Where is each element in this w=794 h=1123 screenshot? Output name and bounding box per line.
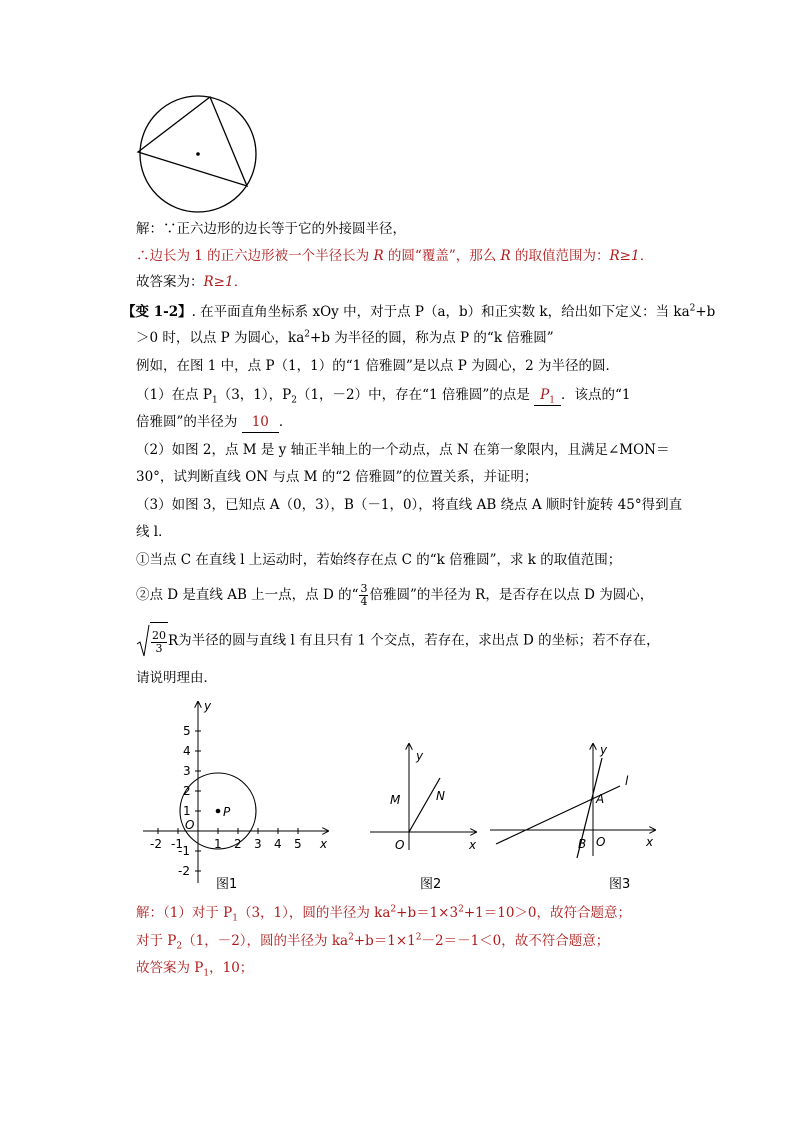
figure-1 (138, 698, 338, 898)
fig1-ytick: 1 (183, 804, 191, 818)
fig1-ytick: -1 (178, 844, 190, 858)
fig3-y-label: y (600, 743, 608, 757)
fig1-xtick: 2 (234, 837, 242, 851)
fig1-xtick: 1 (214, 837, 222, 851)
fig1-point-label: P (223, 805, 231, 819)
fig3-a-label: A (596, 792, 605, 806)
fig1-xtick: -1 (171, 837, 183, 851)
solution1-line1: 解：∵正六边形的边长等于它的外接圆半径， (136, 221, 406, 237)
figure-3 (490, 740, 662, 896)
question3-sub2-line1: ②点 D 是直线 AB 上一点，点 D 的“ $\frac{3}{4}$ 倍雅圆”的半径为 R，是否存在以点 D 为圆心， (136, 582, 654, 608)
question3-sub1: ①当点 C 在直线 l 上运动时，若始终存在点 C 的“k 倍雅圆”，求 k 的取值范围； (136, 552, 622, 568)
fig2-m-label: M (390, 793, 401, 807)
fig3-x-label: x (646, 835, 654, 849)
solution2-line1: 解：（1）对于 $P_1(3$，1），圆的半径为 $ka^2+b=1\times 3^2+1=10>0$，故符合题意； (136, 904, 631, 924)
fig2-y-label: y (416, 749, 424, 763)
fig1-caption: 图1 (216, 877, 238, 892)
fig3-origin: O (596, 835, 606, 849)
problem-example: 例如，在图 1 中，点 P（1，1）的“1 倍雅圆”是以点 P 为圆心，2 为半径的圆． (136, 358, 619, 374)
solution1-line2: ∴边长为 1 的正六边形被一个半径长为 R 的圆“覆盖”，那么 R 的取值范围为：R≥1． (136, 248, 654, 264)
question3-sub2-line3: 请说明理由． (136, 670, 217, 686)
fig3-l-label: l (625, 774, 629, 788)
question2-line1: （2）如图 2，点 M 是 y 轴正半轴上的一个动点，点 N 在第一象限内，且满足∠MON＝ (136, 442, 670, 458)
fig1-ytick: 3 (183, 764, 191, 778)
fig2-n-label: N (436, 789, 445, 803)
question1-line1: （1）在点 $P_1(3$，1），$P_2(1$，－2）中，存在“1 倍雅圆”的点是 $P_1$ ．该点的“1 (136, 387, 631, 406)
problem-label: 【变 1-2】 (122, 304, 192, 320)
sqrt-sign-icon (136, 624, 150, 658)
fig2-origin: O (395, 838, 405, 852)
question3-sub2-line2: $\frac{20}{3}$ R 为半径的圆与直线 l 有且只有 1 个交点，若存在，求出点 D 的坐标；若不存在， (136, 622, 660, 660)
fig2-caption: 图2 (420, 877, 442, 892)
sqrt-expression: $\frac{20}{3}$ R (136, 622, 178, 660)
fig1-ytick: 5 (183, 724, 191, 738)
question3-line2: 线 l． (136, 524, 172, 540)
solution2-line3: 故答案为 $P_1$，10； (136, 960, 254, 979)
fig1-xtick: 4 (274, 837, 282, 851)
solution2-line2: 对于 $P_2(1$，－2），圆的半径为 $ka^2+b=1\times 1^2-2=-1<0$，故不符合题意； (136, 932, 610, 952)
fig1-y-label: y (204, 699, 212, 713)
fig1-xtick: 3 (254, 837, 262, 851)
fig1-ytick: 2 (183, 784, 191, 798)
figure-2 (368, 740, 484, 896)
fig3-caption: 图3 (609, 877, 631, 892)
answer-blank-1: $P_1$ (534, 385, 561, 406)
question2-line2: 30°，试判断直线 ON 与点 M 的“2 倍雅圆”的位置关系，并证明； (136, 469, 538, 485)
fig1-x-label: x (320, 837, 328, 851)
problem-intro-line2: ＞0 时，以点 P 为圆心，$ka^2+b$ 为半径的圆，称为点 P 的“k 倍雅圆” (136, 329, 554, 346)
question1-line2: 倍雅圆”的半径为 10 ． (136, 412, 292, 433)
fig1-origin: O (185, 818, 195, 832)
fig1-xtick: 5 (294, 837, 302, 851)
fig1-xtick: -2 (150, 837, 162, 851)
fraction-three-quarters: $\frac{3}{4}$ (360, 582, 368, 608)
question3-line1: （3）如图 3，已知点 A（0，3），B（－1，0），将直线 AB 绕点 A 顺时针旋转 45°得到直 (136, 497, 683, 513)
solution1-line3: 故答案为：R≥1． (136, 274, 248, 290)
circle-triangle-figure (132, 92, 260, 216)
fig2-x-label: x (469, 838, 477, 852)
problem-intro-line1: 【变 1-2】. 在平面直角坐标系 xOy 中，对于点 P（a，b）和正实数 k，给出如下定义：当 $ka^2+b$ (122, 303, 716, 320)
fig3-b-label: B (578, 837, 587, 851)
answer-blank-2: 10 (242, 412, 279, 433)
fig1-ytick: -2 (178, 864, 190, 878)
fig1-ytick: 4 (183, 744, 191, 758)
